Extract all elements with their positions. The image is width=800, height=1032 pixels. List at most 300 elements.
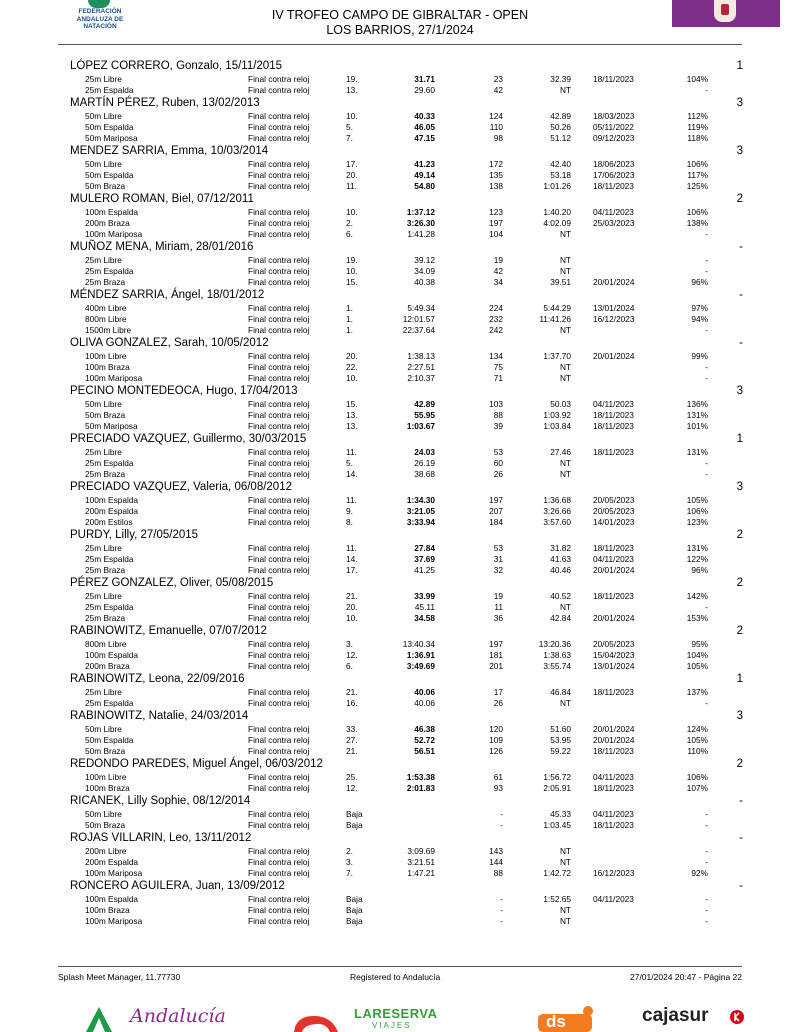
athlete-header bbox=[0, 528, 800, 543]
result-row bbox=[0, 724, 800, 735]
best-date: 20/01/2024 bbox=[593, 351, 635, 361]
points: 103 bbox=[489, 399, 503, 409]
points: 104 bbox=[489, 229, 503, 239]
event-name: 50m Espalda bbox=[85, 170, 134, 180]
round-type: Final contra reloj bbox=[248, 639, 310, 649]
result-row bbox=[0, 266, 800, 277]
place: 10. bbox=[346, 111, 358, 121]
event-name: 25m Libre bbox=[85, 447, 122, 457]
athlete-result-count: 3 bbox=[736, 97, 743, 109]
improvement-percent: 110% bbox=[687, 746, 708, 756]
registered-to: Registered to Andalucía bbox=[350, 972, 441, 982]
swim-time: 47.15 bbox=[414, 133, 435, 143]
best-date: 18/11/2023 bbox=[593, 447, 634, 457]
place: 25. bbox=[346, 772, 358, 782]
round-type: Final contra reloj bbox=[248, 543, 310, 553]
swim-time: 49.14 bbox=[414, 170, 435, 180]
best-date: 20/05/2023 bbox=[593, 506, 635, 516]
result-row bbox=[0, 133, 800, 144]
best-date: 20/01/2024 bbox=[593, 724, 635, 734]
result-row bbox=[0, 772, 800, 783]
points: 39 bbox=[493, 421, 503, 431]
improvement-percent: 117% bbox=[687, 170, 708, 180]
points: - bbox=[500, 905, 503, 915]
best-date: 13/01/2024 bbox=[593, 303, 635, 313]
best-date: 18/11/2023 bbox=[593, 410, 634, 420]
event-name: 25m Espalda bbox=[85, 85, 134, 95]
round-type: Final contra reloj bbox=[248, 218, 310, 228]
round-type: Final contra reloj bbox=[248, 122, 310, 132]
swim-time: 42.89 bbox=[414, 399, 435, 409]
best-date: 20/01/2024 bbox=[593, 277, 635, 287]
round-type: Final contra reloj bbox=[248, 698, 310, 708]
previous-best: 1:03.45 bbox=[543, 820, 571, 830]
results-list bbox=[0, 59, 800, 927]
result-row bbox=[0, 495, 800, 506]
swim-time: 3:21.05 bbox=[406, 506, 435, 516]
swim-time: 40.33 bbox=[414, 111, 435, 121]
result-row bbox=[0, 916, 800, 927]
swim-time: 1:53.38 bbox=[406, 772, 435, 782]
result-row bbox=[0, 159, 800, 170]
event-name: 25m Braza bbox=[85, 277, 126, 287]
best-date: 18/11/2023 bbox=[593, 820, 634, 830]
athlete-name: MULERO ROMAN, Biel, 07/12/2011 bbox=[70, 193, 254, 205]
points: 109 bbox=[489, 735, 503, 745]
best-date: 20/01/2024 bbox=[593, 613, 635, 623]
improvement-percent: 122% bbox=[686, 554, 708, 564]
athlete-header bbox=[0, 288, 800, 303]
athlete-header bbox=[0, 336, 800, 351]
swim-time: 2:01.83 bbox=[406, 783, 435, 793]
improvement-percent: 112% bbox=[687, 111, 708, 121]
athlete-name: REDONDO PAREDES, Miguel Ángel, 06/03/2012 bbox=[70, 758, 323, 770]
round-type: Final contra reloj bbox=[248, 351, 310, 361]
event-name: 25m Libre bbox=[85, 74, 122, 84]
points: 135 bbox=[489, 170, 503, 180]
round-type: Final contra reloj bbox=[248, 650, 310, 660]
result-row bbox=[0, 868, 800, 879]
round-type: Final contra reloj bbox=[248, 229, 310, 239]
improvement-percent: 131% bbox=[686, 543, 708, 553]
result-row bbox=[0, 399, 800, 410]
cajasur-logo bbox=[642, 1005, 752, 1032]
improvement-percent: 105% bbox=[686, 735, 708, 745]
improvement-percent: - bbox=[705, 229, 708, 239]
improvement-percent: 99% bbox=[691, 351, 708, 361]
event-name: 50m Libre bbox=[85, 399, 122, 409]
athlete-name: RABINOWITZ, Leona, 22/09/2016 bbox=[70, 673, 245, 685]
place: 11. bbox=[346, 495, 357, 505]
place: 21. bbox=[346, 591, 358, 601]
place: 14. bbox=[346, 469, 358, 479]
athlete-result-count: 1 bbox=[736, 673, 743, 685]
place: Baja bbox=[346, 916, 363, 926]
swim-time: 1:34.30 bbox=[406, 495, 435, 505]
improvement-percent: 106% bbox=[686, 772, 708, 782]
event-name: 25m Libre bbox=[85, 255, 122, 265]
previous-best: 3:57.60 bbox=[543, 517, 571, 527]
event-name: 200m Espalda bbox=[85, 506, 139, 516]
swim-time: 5:49.34 bbox=[407, 303, 435, 313]
best-date: 18/03/2023 bbox=[593, 111, 635, 121]
round-type: Final contra reloj bbox=[248, 207, 310, 217]
points: 31 bbox=[493, 554, 503, 564]
athlete-header bbox=[0, 576, 800, 591]
improvement-percent: 106% bbox=[686, 159, 708, 169]
improvement-percent: 105% bbox=[686, 661, 708, 671]
points: 172 bbox=[489, 159, 503, 169]
swim-time: 46.05 bbox=[414, 122, 435, 132]
round-type: Final contra reloj bbox=[248, 74, 310, 84]
result-row bbox=[0, 820, 800, 831]
best-date: 05/11/2022 bbox=[593, 122, 634, 132]
best-date: 04/11/2023 bbox=[593, 772, 634, 782]
place: 10. bbox=[346, 373, 358, 383]
footer-divider bbox=[58, 966, 742, 967]
round-type: Final contra reloj bbox=[248, 846, 310, 856]
previous-best: 1:01.26 bbox=[543, 181, 571, 191]
result-row bbox=[0, 229, 800, 240]
best-date: 04/11/2023 bbox=[593, 207, 634, 217]
swim-time: 52.72 bbox=[414, 735, 435, 745]
result-row bbox=[0, 857, 800, 868]
previous-best: NT bbox=[559, 469, 571, 479]
swim-time: 46.38 bbox=[414, 724, 435, 734]
round-type: Final contra reloj bbox=[248, 783, 310, 793]
improvement-percent: 118% bbox=[687, 133, 708, 143]
athlete-name: PÉREZ GONZALEZ, Oliver, 05/08/2015 bbox=[70, 577, 274, 589]
athlete-header bbox=[0, 624, 800, 639]
previous-best: NT bbox=[559, 266, 571, 276]
improvement-percent: - bbox=[705, 85, 708, 95]
athlete-result-count: - bbox=[739, 880, 743, 892]
place: 5. bbox=[346, 458, 353, 468]
result-row bbox=[0, 325, 800, 336]
athlete-result-count: 3 bbox=[736, 385, 743, 397]
points: 124 bbox=[489, 111, 503, 121]
result-row bbox=[0, 735, 800, 746]
result-row bbox=[0, 277, 800, 288]
round-type: Final contra reloj bbox=[248, 421, 310, 431]
round-type: Final contra reloj bbox=[248, 410, 310, 420]
athlete-header bbox=[0, 879, 800, 894]
result-row bbox=[0, 74, 800, 85]
athlete-header bbox=[0, 144, 800, 159]
swim-time: 1:41.28 bbox=[407, 229, 435, 239]
improvement-percent: 123% bbox=[686, 517, 708, 527]
points: 53 bbox=[493, 543, 503, 553]
andalucia-logo bbox=[84, 1005, 224, 1032]
place: 10. bbox=[346, 266, 358, 276]
athlete-result-count: 2 bbox=[736, 625, 743, 637]
result-row bbox=[0, 373, 800, 384]
event-name: 50m Espalda bbox=[85, 122, 134, 132]
result-row bbox=[0, 170, 800, 181]
improvement-percent: 136% bbox=[686, 399, 708, 409]
points: 98 bbox=[493, 133, 503, 143]
header-divider bbox=[58, 44, 742, 45]
place: 9. bbox=[346, 506, 353, 516]
round-type: Final contra reloj bbox=[248, 447, 310, 457]
place: 10. bbox=[346, 207, 358, 217]
swim-time: 37.69 bbox=[414, 554, 435, 564]
athlete-name: OLIVA GONZALEZ, Sarah, 10/05/2012 bbox=[70, 337, 269, 349]
place: 20. bbox=[346, 602, 358, 612]
event-name: 50m Mariposa bbox=[85, 133, 138, 143]
previous-best: NT bbox=[559, 458, 571, 468]
place: 3. bbox=[346, 857, 353, 867]
best-date: 04/11/2023 bbox=[593, 894, 634, 904]
meet-subtitle: LOS BARRIOS, 27/1/2024 bbox=[326, 23, 474, 37]
improvement-percent: 137% bbox=[686, 687, 708, 697]
best-date: 18/11/2023 bbox=[593, 421, 634, 431]
round-type: Final contra reloj bbox=[248, 809, 310, 819]
event-name: 50m Espalda bbox=[85, 735, 134, 745]
athlete-name: PRECIADO VAZQUEZ, Valeria, 06/08/2012 bbox=[70, 481, 292, 493]
swim-time: 3:26.30 bbox=[406, 218, 435, 228]
event-name: 100m Mariposa bbox=[85, 868, 143, 878]
previous-best: 1:52.65 bbox=[543, 894, 571, 904]
place: 17. bbox=[346, 565, 358, 575]
improvement-percent: 125% bbox=[686, 181, 708, 191]
points: 143 bbox=[489, 846, 503, 856]
place: 16. bbox=[346, 698, 358, 708]
previous-best: 42.40 bbox=[550, 159, 571, 169]
result-row bbox=[0, 506, 800, 517]
meet-title: IV TROFEO CAMPO DE GIBRALTAR - OPEN bbox=[271, 8, 529, 22]
place: 13. bbox=[346, 421, 358, 431]
athlete-name: PURDY, Lilly, 27/05/2015 bbox=[70, 529, 199, 541]
place: 7. bbox=[346, 868, 353, 878]
round-type: Final contra reloj bbox=[248, 170, 310, 180]
place: 33. bbox=[346, 724, 358, 734]
round-type: Final contra reloj bbox=[248, 735, 310, 745]
result-row bbox=[0, 746, 800, 757]
round-type: Final contra reloj bbox=[248, 458, 310, 468]
points: 110 bbox=[489, 122, 503, 132]
place: Baja bbox=[346, 894, 363, 904]
cajasur-k-icon bbox=[730, 1010, 744, 1024]
swim-time: 40.06 bbox=[414, 698, 435, 708]
swim-time: 34.09 bbox=[414, 266, 435, 276]
athlete-result-count: 3 bbox=[736, 710, 743, 722]
best-date: 09/12/2023 bbox=[593, 133, 635, 143]
result-row bbox=[0, 565, 800, 576]
previous-best: NT bbox=[559, 325, 571, 335]
round-type: Final contra reloj bbox=[248, 469, 310, 479]
improvement-percent: - bbox=[705, 857, 708, 867]
points: 26 bbox=[493, 469, 503, 479]
best-date: 18/06/2023 bbox=[593, 159, 635, 169]
athlete-result-count: 2 bbox=[736, 758, 743, 770]
previous-best: 51.60 bbox=[550, 724, 571, 734]
best-date: 20/01/2024 bbox=[593, 565, 635, 575]
event-name: 50m Mariposa bbox=[85, 421, 138, 431]
swim-time: 1:37.12 bbox=[406, 207, 435, 217]
athlete-header bbox=[0, 96, 800, 111]
swim-time: 56.51 bbox=[414, 746, 435, 756]
lareserva-logo-text: LARESERVA bbox=[354, 1006, 438, 1021]
athlete-header bbox=[0, 192, 800, 207]
lareserva-swirl-icon bbox=[290, 1005, 342, 1032]
points: 197 bbox=[489, 218, 503, 228]
previous-best: 2:05.91 bbox=[543, 783, 571, 793]
event-name: 25m Braza bbox=[85, 613, 126, 623]
round-type: Final contra reloj bbox=[248, 661, 310, 671]
municipal-flag bbox=[672, 0, 780, 27]
round-type: Final contra reloj bbox=[248, 772, 310, 782]
points: 138 bbox=[489, 181, 503, 191]
best-date: 17/06/2023 bbox=[593, 170, 635, 180]
place: 20. bbox=[346, 170, 358, 180]
software-credit: Splash Meet Manager, 11.77730 bbox=[58, 972, 181, 982]
swim-time: 22:37.64 bbox=[402, 325, 435, 335]
athlete-header bbox=[0, 480, 800, 495]
swim-time: 1:47.21 bbox=[407, 868, 435, 878]
previous-best: 1:37.70 bbox=[543, 351, 571, 361]
place: 27. bbox=[346, 735, 358, 745]
points: 34 bbox=[493, 277, 503, 287]
event-name: 100m Braza bbox=[85, 783, 130, 793]
event-name: 100m Espalda bbox=[85, 495, 139, 505]
improvement-percent: - bbox=[705, 469, 708, 479]
result-row bbox=[0, 591, 800, 602]
points: 60 bbox=[493, 458, 503, 468]
athlete-result-count: 1 bbox=[736, 60, 743, 72]
round-type: Final contra reloj bbox=[248, 857, 310, 867]
athlete-result-count: - bbox=[739, 337, 743, 349]
athlete-name: MARTÍN PÉREZ, Ruben, 13/02/2013 bbox=[70, 97, 260, 109]
athlete-result-count: 2 bbox=[736, 529, 743, 541]
event-name: 25m Espalda bbox=[85, 602, 134, 612]
athlete-header bbox=[0, 59, 800, 74]
best-date: 16/12/2023 bbox=[593, 868, 635, 878]
ds-logo-text: ds bbox=[546, 1012, 566, 1031]
event-name: 400m Libre bbox=[85, 303, 127, 313]
improvement-percent: - bbox=[705, 820, 708, 830]
swim-time: 13:40.34 bbox=[402, 639, 435, 649]
result-row bbox=[0, 894, 800, 905]
round-type: Final contra reloj bbox=[248, 314, 310, 324]
event-name: 50m Libre bbox=[85, 159, 122, 169]
event-name: 200m Libre bbox=[85, 846, 127, 856]
athlete-name: ROJAS VILLARIN, Leo, 13/11/2012 bbox=[70, 832, 252, 844]
event-name: 50m Braza bbox=[85, 181, 126, 191]
round-type: Final contra reloj bbox=[248, 517, 310, 527]
best-date: 18/11/2023 bbox=[593, 687, 634, 697]
improvement-percent: - bbox=[705, 894, 708, 904]
athlete-result-count: 1 bbox=[736, 433, 743, 445]
result-row bbox=[0, 846, 800, 857]
previous-best: 3:55.74 bbox=[543, 661, 571, 671]
event-name: 200m Braza bbox=[85, 661, 130, 671]
result-row bbox=[0, 111, 800, 122]
improvement-percent: 106% bbox=[686, 506, 708, 516]
previous-best: 27.46 bbox=[550, 447, 571, 457]
points: 42 bbox=[493, 266, 503, 276]
improvement-percent: 106% bbox=[686, 207, 708, 217]
event-name: 25m Libre bbox=[85, 687, 122, 697]
result-row bbox=[0, 602, 800, 613]
swim-time: 3:09.69 bbox=[407, 846, 435, 856]
round-type: Final contra reloj bbox=[248, 894, 310, 904]
result-row bbox=[0, 122, 800, 133]
best-date: 04/11/2023 bbox=[593, 554, 634, 564]
previous-best: 53.95 bbox=[550, 735, 571, 745]
place: 11. bbox=[346, 181, 357, 191]
points: 93 bbox=[493, 783, 503, 793]
swim-time: 41.25 bbox=[414, 565, 435, 575]
athlete-header bbox=[0, 240, 800, 255]
place: Baja bbox=[346, 809, 363, 819]
previous-best: 3:26.66 bbox=[543, 506, 571, 516]
best-date: 20/05/2023 bbox=[593, 495, 635, 505]
points: 181 bbox=[489, 650, 503, 660]
swim-time: 3:21.51 bbox=[407, 857, 435, 867]
improvement-percent: 96% bbox=[691, 565, 708, 575]
improvement-percent: 95% bbox=[691, 639, 708, 649]
previous-best: 53.18 bbox=[550, 170, 571, 180]
points: 197 bbox=[489, 639, 503, 649]
improvement-percent: 153% bbox=[686, 613, 708, 623]
result-row bbox=[0, 517, 800, 528]
place: 14. bbox=[346, 554, 358, 564]
previous-best: NT bbox=[559, 916, 571, 926]
improvement-percent: - bbox=[705, 458, 708, 468]
lareserva-logo-subtext: VIAJES bbox=[372, 1021, 412, 1030]
points: 126 bbox=[489, 746, 503, 756]
round-type: Final contra reloj bbox=[248, 591, 310, 601]
event-name: 100m Mariposa bbox=[85, 373, 143, 383]
round-type: Final contra reloj bbox=[248, 277, 310, 287]
round-type: Final contra reloj bbox=[248, 746, 310, 756]
previous-best: NT bbox=[559, 857, 571, 867]
place: 15. bbox=[346, 277, 358, 287]
place: 1. bbox=[346, 325, 353, 335]
page-info: 27/01/2024 20:47 - Página 22 bbox=[629, 972, 742, 982]
athlete-header bbox=[0, 432, 800, 447]
improvement-percent: 124% bbox=[686, 724, 708, 734]
best-date: 15/04/2023 bbox=[593, 650, 635, 660]
improvement-percent: - bbox=[705, 698, 708, 708]
place: 21. bbox=[346, 687, 358, 697]
place: 13. bbox=[346, 410, 358, 420]
round-type: Final contra reloj bbox=[248, 506, 310, 516]
previous-best: NT bbox=[559, 698, 571, 708]
best-date: 20/05/2023 bbox=[593, 639, 635, 649]
result-row bbox=[0, 303, 800, 314]
improvement-percent: 142% bbox=[686, 591, 708, 601]
best-date: 04/11/2023 bbox=[593, 809, 634, 819]
points: - bbox=[500, 916, 503, 926]
event-name: 25m Braza bbox=[85, 469, 126, 479]
athlete-name: RONCERO AGUILERA, Juan, 13/09/2012 bbox=[70, 880, 285, 892]
event-name: 200m Espalda bbox=[85, 857, 139, 867]
result-row bbox=[0, 314, 800, 325]
place: 1. bbox=[346, 303, 353, 313]
best-date: 13/01/2024 bbox=[593, 661, 635, 671]
swim-time: 3:49.69 bbox=[406, 661, 435, 671]
round-type: Final contra reloj bbox=[248, 181, 310, 191]
points: 42 bbox=[493, 85, 503, 95]
athlete-name: PECINO MONTEDEOCA, Hugo, 17/04/2013 bbox=[70, 385, 298, 397]
result-row bbox=[0, 447, 800, 458]
athlete-name: MUÑOZ MENA, Miriam, 28/01/2016 bbox=[70, 241, 254, 253]
place: 11. bbox=[346, 543, 357, 553]
points: 36 bbox=[493, 613, 503, 623]
swim-time: 29.60 bbox=[414, 85, 435, 95]
